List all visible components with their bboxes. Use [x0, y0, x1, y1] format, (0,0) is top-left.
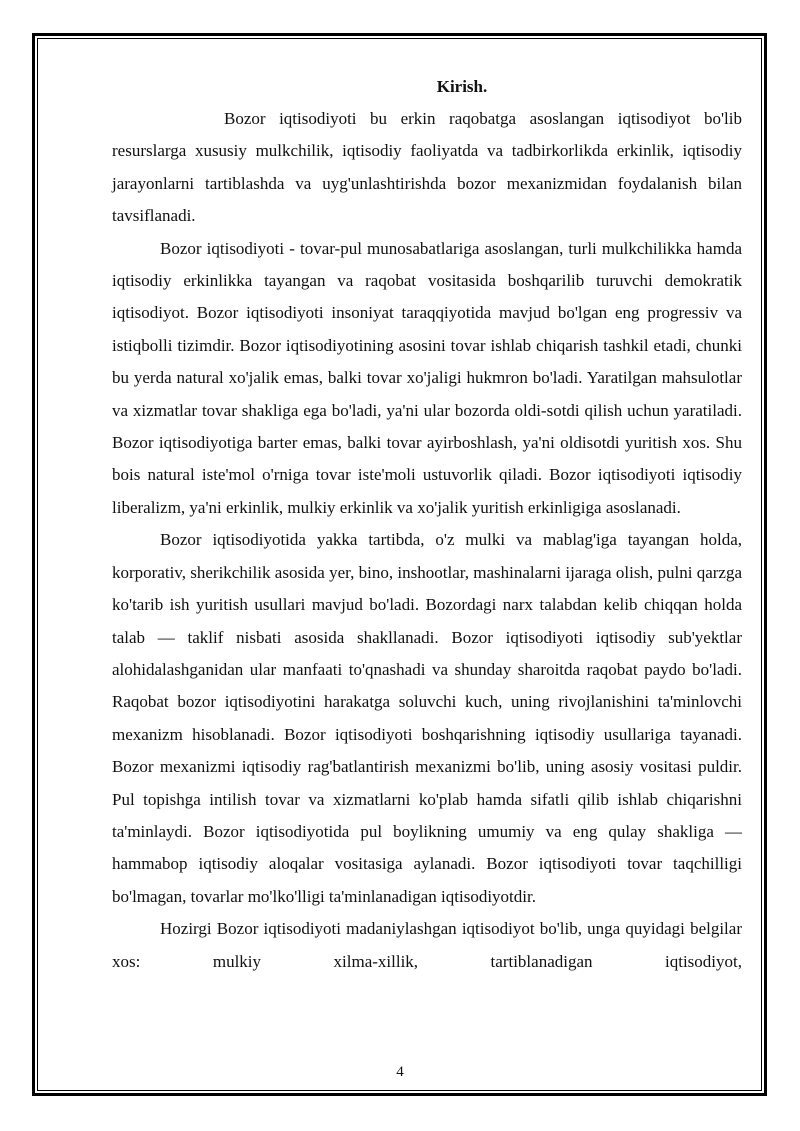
page-number: 4 — [396, 1064, 404, 1080]
paragraph-1: Bozor iqtisodiyoti bu erkin raqobatga asoslangan iqtisodiyot bo'lib resurslarga xususiy mulkchilik, iqtisodiy faoliyatda va tadbirkorlikda erkinlik, iqtisodiy jarayonlarni tartiblashda va uyg'unlashtirishda bozor mexanizmidan foydalanish bilan tavsiflanadi. — [112, 109, 742, 226]
paragraph-3: Bozor iqtisodiyotida yakka tartibda, o'z mulki va mablag'iga tayangan holda, korporativ, sherikchilik asosida yer, bino, inshootlar, mashinalarni ijaraga olish, pulni qarzga ko'tarib ish yuritish usullari mavjud bo'ladi. Bozordagi narx talabdan kelib chiqqan holda talab — taklif nisbati asosida shakllanadi. Bozor iqtisodiyoti iqtisodiy sub'yektlar alohidalashganidan ular manfaati to'qnashadi va shunday sharoitda raqobat paydo bo'ladi. Raqobat bozor iqtisodiyotini harakatga soluvchi kuch, uning rivojlanishini ta'minlovchi mexanizm hisoblanadi. Bozor iqtisodiyoti boshqarishning iqtisodiy usullariga tayanadi. Bozor mexanizmi iqtisodiy rag'batlantirish mexanizmi bo'lib, uning asosiy vositasi puldir. Pul topishga intilish tovar va xizmatlarni ko'plab hamda sifatli qilib ishlab chiqarishni ta'minlaydi. Bozor iqtisodiyotida pul boylikning umumiy va eng qulay shakliga — hammabop iqtisodiy aloqalar vositasiga aylanadi. Bozor iqtisodiyoti tovar taqchilligi bo'lmagan, tovarlar mo'lko'lligi ta'minlanadigan iqtisodiyotdir. — [112, 530, 742, 906]
document-body — [112, 72, 742, 978]
paragraph-2: Bozor iqtisodiyoti - tovar-pul munosabatlariga asoslangan, turli mulkchilikka hamda iqtisodiy erkinlikka tayangan va raqobat vositasida boshqarilib turuvchi demokratik iqtisodiyot. Bozor iqtisodiyoti insoniyat taraqqiyotida mavjud bo'lgan eng progressiv va istiqbolli tizimdir. Bozor iqtisodiyotining asosini tovar ishlab chiqarish tashkil etadi, chunki bu yerda natural xo'jalik emas, balki tovar xo'jaligi hukmron bo'ladi. Yaratilgan mahsulotlar va xizmatlar tovar shakliga ega bo'ladi, ya'ni ular bozorda oldi-sotdi qilish uchun yaratiladi. Bozor iqtisodiyotiga barter emas, balki tovar ayirboshlash, ya'ni oldisotdi yuritish xos. Shu bois natural iste'mol o'rniga tovar iste'moli ustuvorlik qiladi. Bozor iqtisodiyoti iqtisodiy liberalizm, ya'ni erkinlik, mulkiy erkinlik va xo'jalik yuritish erkinligiga asoslanadi. — [112, 238, 742, 517]
paragraph-4: Hozirgi Bozor iqtisodiyoti madaniylashgan iqtisodiyot bo'lib, unga quyidagi belgilar xos: mulkiy xilma-xillik, tartiblanadigan iqtisodiyot, — [112, 919, 742, 971]
document-title: Kirish. — [436, 77, 488, 96]
